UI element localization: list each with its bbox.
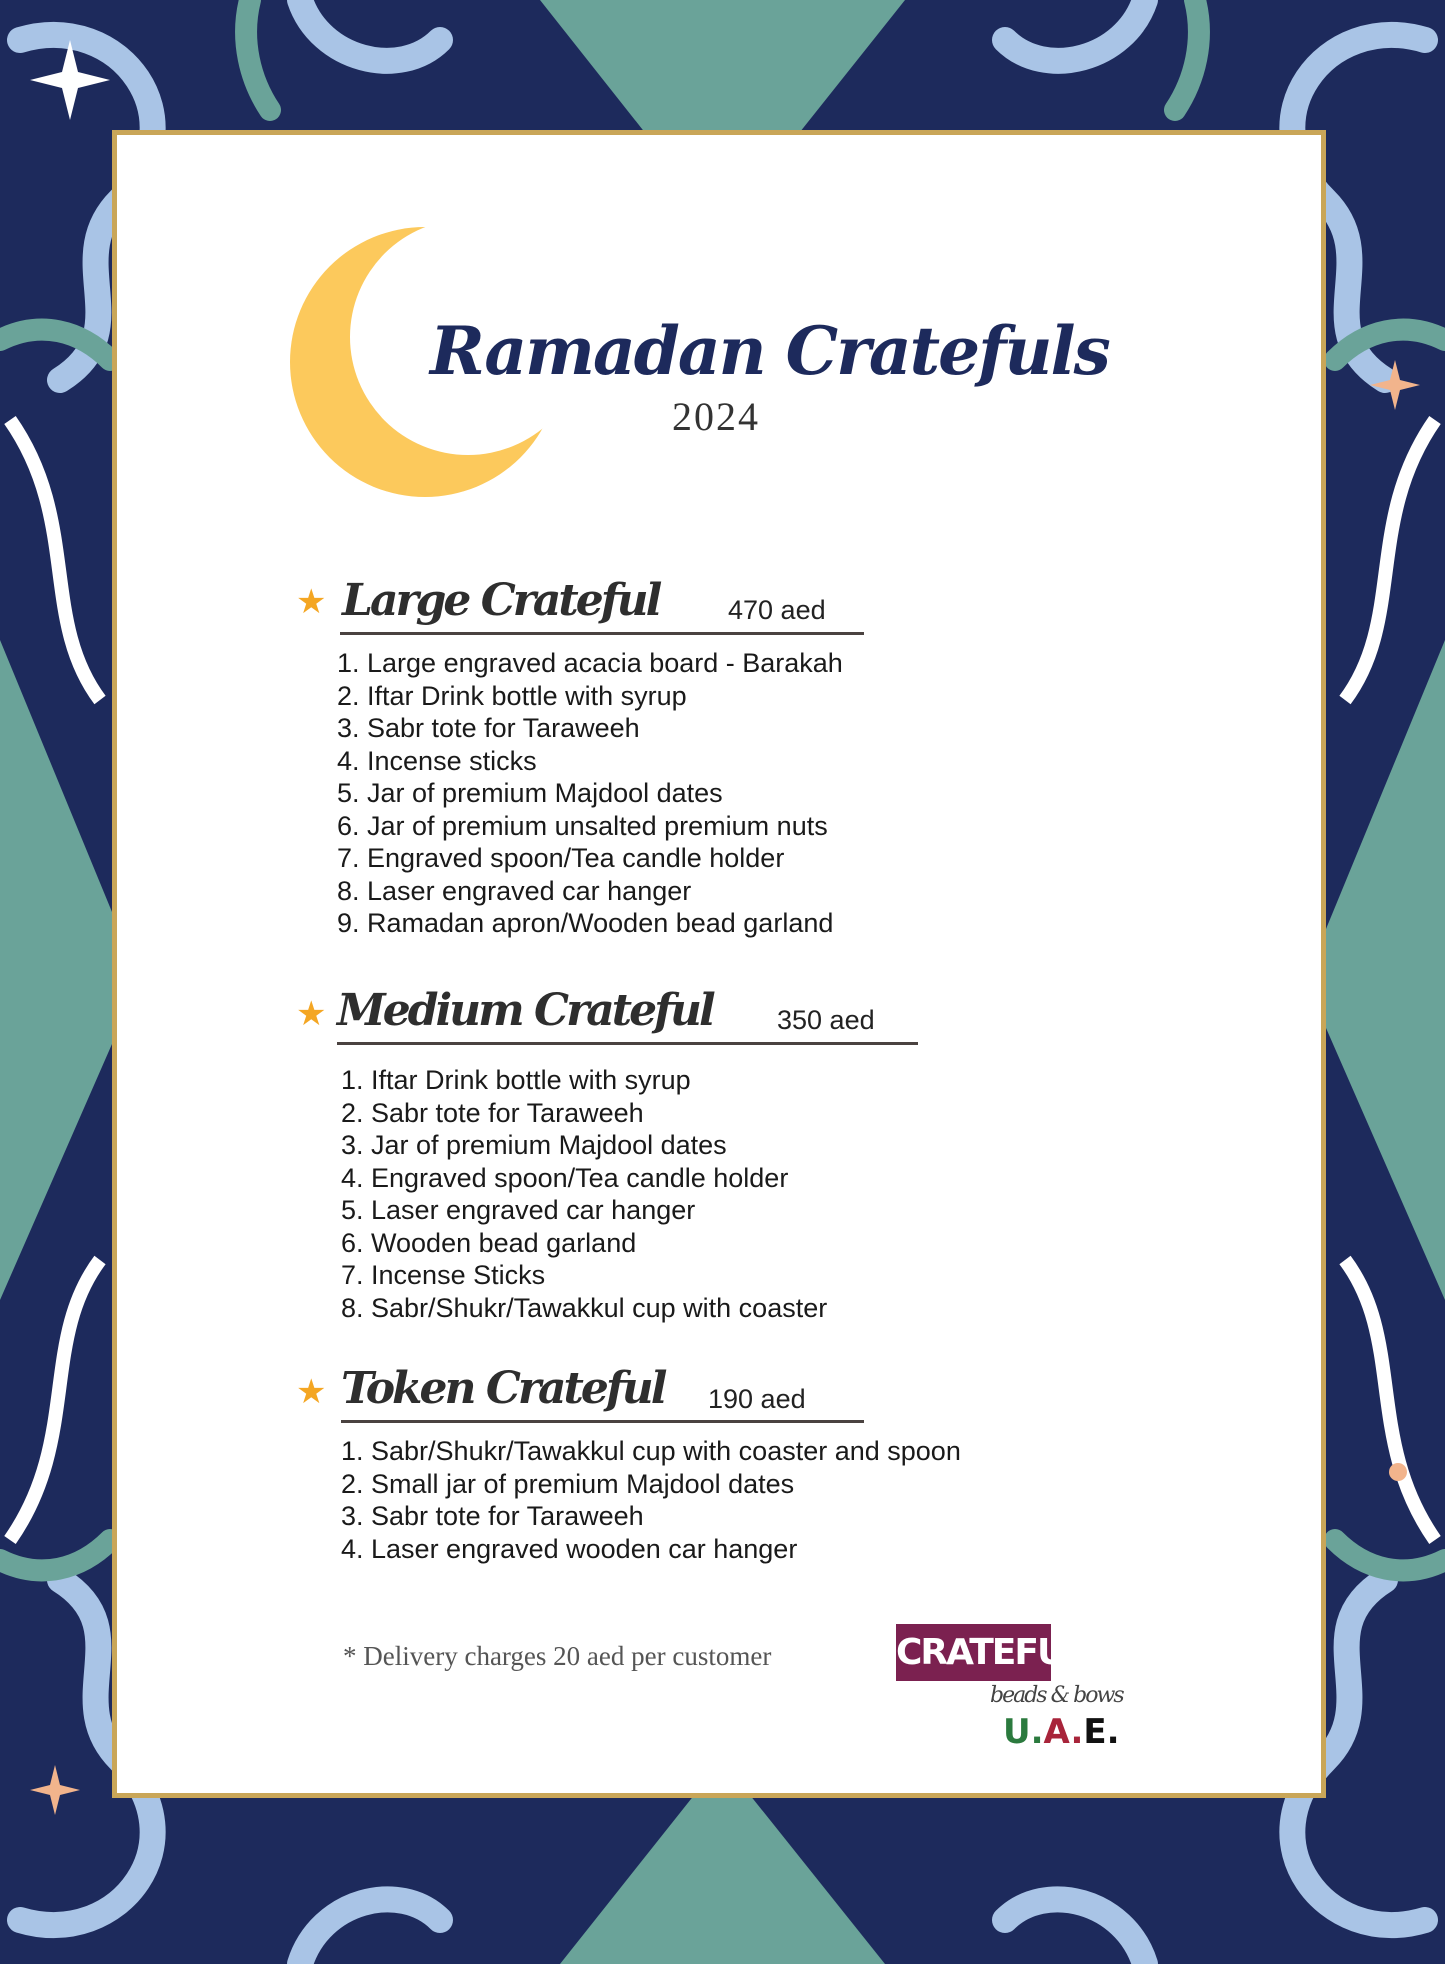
package-price-token: 190 aed — [708, 1384, 806, 1414]
package-title-large: Large Crateful — [342, 575, 660, 626]
list-item: 1. Iftar Drink bottle with syrup — [341, 1065, 691, 1095]
list-item: 1. Sabr/Shukr/Tawakkul cup with coaster and spoon — [341, 1436, 961, 1466]
list-item: 5. Laser engraved car hanger — [341, 1195, 696, 1225]
package-price-medium: 350 aed — [777, 1005, 875, 1035]
star-icon: ★ — [296, 995, 327, 1033]
star-icon: ★ — [296, 1373, 327, 1411]
package-price-large: 470 aed — [728, 595, 826, 625]
brand-region: U.A.E. — [1003, 1712, 1120, 1752]
list-item: 2. Sabr tote for Taraweeh — [341, 1097, 644, 1128]
divider — [341, 1420, 864, 1423]
list-item: 4. Incense sticks — [337, 745, 537, 776]
brand-tagline: beads & bows — [990, 1683, 1123, 1708]
list-item: 6. Wooden bead garland — [341, 1227, 637, 1258]
list-item: 6. Jar of premium unsalted premium nuts — [337, 810, 828, 841]
list-item: 3. Jar of premium Majdool dates — [341, 1130, 727, 1160]
package-items-large — [337, 647, 843, 940]
star-icon: ★ — [296, 583, 327, 621]
list-item: 8. Laser engraved car hanger — [337, 875, 692, 906]
list-item: 2. Iftar Drink bottle with syrup — [337, 680, 687, 711]
divider — [337, 1042, 918, 1045]
list-item: 4. Laser engraved wooden car hanger — [341, 1533, 798, 1564]
package-title-token: Token Crateful — [341, 1363, 665, 1414]
delivery-note: * Delivery charges 20 aed per customer — [343, 1641, 772, 1671]
list-item: 4. Engraved spoon/Tea candle holder — [341, 1162, 789, 1193]
list-item: 9. Ramadan apron/Wooden bead garland — [337, 908, 834, 938]
list-item: 2. Small jar of premium Majdool dates — [341, 1468, 795, 1499]
package-items-token — [341, 1435, 961, 1565]
divider — [340, 632, 864, 635]
brand-logo: CRATEFUL — [896, 1624, 1051, 1681]
list-item: 3. Sabr tote for Taraweeh — [341, 1501, 644, 1531]
year-label: 2024 — [672, 394, 760, 439]
package-items-medium — [341, 1064, 827, 1324]
list-item: 7. Engraved spoon/Tea candle holder — [337, 843, 785, 873]
list-item: 3. Sabr tote for Taraweeh — [337, 713, 640, 743]
list-item: 7. Incense Sticks — [341, 1260, 546, 1290]
package-title-medium: Medium Crateful — [337, 985, 713, 1036]
page-title: Ramadan Cratefuls — [430, 312, 1109, 390]
list-item: 1. Large engraved acacia board - Barakah — [337, 648, 843, 678]
list-item: 8. Sabr/Shukr/Tawakkul cup with coaster — [341, 1292, 828, 1323]
list-item: 5. Jar of premium Majdool dates — [337, 778, 723, 808]
